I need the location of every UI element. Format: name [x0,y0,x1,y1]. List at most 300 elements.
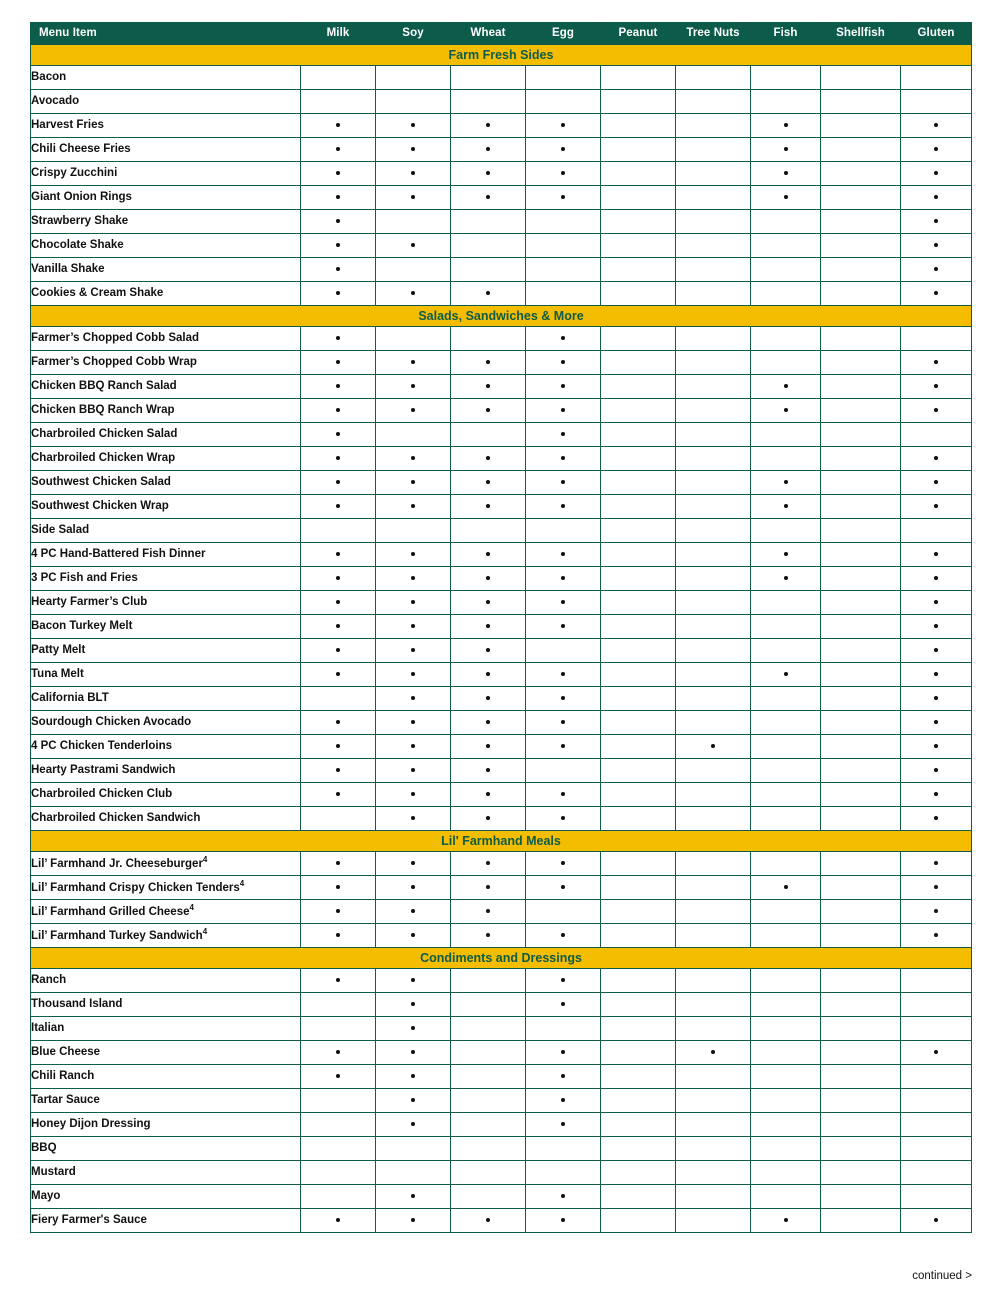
menu-item-name: Chicken BBQ Ranch Salad [31,375,301,399]
allergen-cell-fish [751,639,821,663]
allergen-dot-icon [411,1074,415,1078]
allergen-cell-milk [301,567,376,591]
allergen-cell-tree-nuts [676,924,751,948]
allergen-cell-shellfish [821,783,901,807]
allergen-cell-peanut [601,1161,676,1185]
allergen-dot-icon [561,1122,565,1126]
allergen-cell-milk [301,591,376,615]
table-row [31,900,972,924]
allergen-dot-icon [486,909,490,913]
allergen-cell-tree-nuts [676,783,751,807]
allergen-dot-icon [411,1026,415,1030]
menu-item-name: Blue Cheese [31,1041,301,1065]
table-row [31,282,972,306]
allergen-dot-icon [486,600,490,604]
allergen-dot-icon [411,504,415,508]
allergen-dot-icon [411,720,415,724]
allergen-cell-peanut [601,399,676,423]
footnote-marker: 4 [239,879,245,889]
allergen-table [30,22,972,1233]
allergen-dot-icon [411,291,415,295]
allergen-cell-gluten [901,543,972,567]
allergen-cell-soy [376,447,451,471]
allergen-cell-gluten [901,327,972,351]
allergen-dot-icon [934,291,938,295]
allergen-dot-icon [561,336,565,340]
allergen-cell-fish [751,162,821,186]
allergen-dot-icon [486,885,490,889]
menu-item-name: Chili Cheese Fries [31,138,301,162]
allergen-cell-peanut [601,615,676,639]
allergen-cell-fish [751,66,821,90]
menu-item-name: Chili Ranch [31,1065,301,1089]
allergen-dot-icon [411,885,415,889]
table-row [31,138,972,162]
allergen-cell-shellfish [821,1113,901,1137]
allergen-cell-peanut [601,711,676,735]
allergen-cell-soy [376,114,451,138]
allergen-dot-icon [934,885,938,889]
allergen-cell-wheat [451,567,526,591]
column-header-shellfish: Shellfish [821,23,901,45]
allergen-cell-fish [751,876,821,900]
allergen-cell-fish [751,258,821,282]
allergen-dot-icon [934,1218,938,1222]
menu-item-name: California BLT [31,687,301,711]
allergen-cell-shellfish [821,471,901,495]
allergen-dot-icon [711,1050,715,1054]
allergen-cell-egg [526,1065,601,1089]
table-row [31,351,972,375]
allergen-dot-icon [336,672,340,676]
allergen-cell-peanut [601,1017,676,1041]
allergen-dot-icon [934,195,938,199]
allergen-cell-soy [376,495,451,519]
allergen-cell-milk [301,711,376,735]
allergen-dot-icon [336,648,340,652]
allergen-cell-milk [301,1017,376,1041]
allergen-cell-soy [376,687,451,711]
allergen-cell-milk [301,1113,376,1137]
allergen-cell-tree-nuts [676,186,751,210]
allergen-cell-milk [301,495,376,519]
table-row [31,114,972,138]
allergen-cell-tree-nuts [676,1113,751,1137]
table-row [31,1161,972,1185]
allergen-dot-icon [934,552,938,556]
allergen-dot-icon [336,978,340,982]
table-row [31,327,972,351]
allergen-cell-fish [751,993,821,1017]
allergen-dot-icon [934,576,938,580]
allergen-cell-gluten [901,186,972,210]
allergen-cell-peanut [601,138,676,162]
allergen-cell-fish [751,852,821,876]
footnote-marker: 4 [202,927,208,937]
allergen-cell-tree-nuts [676,162,751,186]
menu-item-name: Charbroiled Chicken Club [31,783,301,807]
allergen-dot-icon [934,909,938,913]
table-row [31,1041,972,1065]
table-row [31,687,972,711]
section-title: Farm Fresh Sides [31,45,972,66]
allergen-dot-icon [561,1218,565,1222]
allergen-cell-gluten [901,447,972,471]
allergen-cell-fish [751,351,821,375]
allergen-cell-wheat [451,807,526,831]
allergen-dot-icon [411,171,415,175]
allergen-dot-icon [336,720,340,724]
allergen-dot-icon [784,672,788,676]
allergen-dot-icon [561,147,565,151]
allergen-cell-peanut [601,759,676,783]
allergen-dot-icon [336,171,340,175]
allergen-cell-gluten [901,258,972,282]
allergen-cell-tree-nuts [676,876,751,900]
allergen-cell-soy [376,1017,451,1041]
table-row [31,969,972,993]
allergen-cell-tree-nuts [676,639,751,663]
allergen-dot-icon [486,768,490,772]
footnote-marker: 4 [202,855,208,865]
table-row [31,210,972,234]
allergen-dot-icon [411,147,415,151]
allergen-cell-tree-nuts [676,1137,751,1161]
allergen-cell-wheat [451,993,526,1017]
allergen-cell-shellfish [821,1089,901,1113]
allergen-cell-gluten [901,615,972,639]
allergen-cell-tree-nuts [676,495,751,519]
allergen-cell-wheat [451,327,526,351]
allergen-cell-shellfish [821,351,901,375]
allergen-cell-tree-nuts [676,1017,751,1041]
allergen-cell-peanut [601,258,676,282]
allergen-cell-wheat [451,1113,526,1137]
menu-item-name: BBQ [31,1137,301,1161]
allergen-cell-soy [376,351,451,375]
allergen-cell-wheat [451,138,526,162]
allergen-cell-egg [526,495,601,519]
allergen-dot-icon [411,600,415,604]
allergen-dot-icon [336,336,340,340]
allergen-cell-egg [526,735,601,759]
allergen-cell-gluten [901,735,972,759]
allergen-cell-egg [526,639,601,663]
allergen-cell-gluten [901,924,972,948]
allergen-dot-icon [486,456,490,460]
allergen-cell-shellfish [821,399,901,423]
allergen-cell-peanut [601,924,676,948]
allergen-cell-fish [751,1017,821,1041]
allergen-cell-gluten [901,423,972,447]
allergen-cell-egg [526,186,601,210]
allergen-cell-shellfish [821,1137,901,1161]
allergen-cell-shellfish [821,90,901,114]
allergen-cell-gluten [901,519,972,543]
allergen-dot-icon [561,123,565,127]
menu-item-name: Charbroiled Chicken Sandwich [31,807,301,831]
allergen-dot-icon [411,768,415,772]
allergen-cell-gluten [901,66,972,90]
allergen-cell-fish [751,711,821,735]
allergen-cell-soy [376,519,451,543]
allergen-cell-shellfish [821,687,901,711]
allergen-dot-icon [411,1218,415,1222]
menu-item-name: Cookies & Cream Shake [31,282,301,306]
allergen-cell-tree-nuts [676,1185,751,1209]
allergen-dot-icon [411,456,415,460]
menu-item-name: Tuna Melt [31,663,301,687]
allergen-dot-icon [336,384,340,388]
allergen-cell-wheat [451,114,526,138]
allergen-dot-icon [336,885,340,889]
allergen-cell-shellfish [821,1017,901,1041]
allergen-cell-peanut [601,282,676,306]
allergen-dot-icon [411,243,415,247]
allergen-cell-milk [301,138,376,162]
menu-item-name: Lil’ Farmhand Crispy Chicken Tenders$^4$ [31,876,301,900]
allergen-dot-icon [934,600,938,604]
allergen-dot-icon [934,861,938,865]
allergen-cell-tree-nuts [676,759,751,783]
allergen-dot-icon [561,672,565,676]
menu-item-name: Mayo [31,1185,301,1209]
allergen-cell-shellfish [821,900,901,924]
allergen-cell-peanut [601,1089,676,1113]
allergen-cell-shellfish [821,519,901,543]
allergen-cell-soy [376,423,451,447]
allergen-dot-icon [934,147,938,151]
allergen-cell-soy [376,66,451,90]
allergen-dot-icon [486,360,490,364]
allergen-cell-fish [751,900,821,924]
allergen-cell-soy [376,1185,451,1209]
menu-item-name: 4 PC Hand-Battered Fish Dinner [31,543,301,567]
allergen-cell-fish [751,1113,821,1137]
menu-item-name: Fiery Farmer's Sauce [31,1209,301,1233]
allergen-cell-shellfish [821,66,901,90]
table-row [31,1209,972,1233]
allergen-dot-icon [486,576,490,580]
table-row [31,1089,972,1113]
allergen-cell-peanut [601,1137,676,1161]
allergen-cell-tree-nuts [676,1209,751,1233]
allergen-cell-peanut [601,234,676,258]
allergen-cell-soy [376,924,451,948]
allergen-cell-soy [376,1137,451,1161]
allergen-dot-icon [336,1050,340,1054]
allergen-dot-icon [934,219,938,223]
allergen-cell-egg [526,969,601,993]
allergen-dot-icon [411,624,415,628]
allergen-cell-shellfish [821,807,901,831]
allergen-dot-icon [561,480,565,484]
allergen-cell-milk [301,807,376,831]
allergen-cell-tree-nuts [676,66,751,90]
allergen-cell-wheat [451,1065,526,1089]
allergen-dot-icon [336,123,340,127]
column-header-fish: Fish [751,23,821,45]
section-banner [31,45,972,66]
allergen-dot-icon [486,480,490,484]
allergen-cell-tree-nuts [676,282,751,306]
allergen-cell-soy [376,759,451,783]
table-row [31,66,972,90]
allergen-cell-egg [526,711,601,735]
table-row [31,663,972,687]
allergen-dot-icon [561,978,565,982]
allergen-cell-wheat [451,711,526,735]
allergen-cell-tree-nuts [676,615,751,639]
allergen-cell-shellfish [821,1041,901,1065]
column-header-soy: Soy [376,23,451,45]
allergen-cell-peanut [601,735,676,759]
allergen-dot-icon [784,504,788,508]
allergen-cell-peanut [601,993,676,1017]
allergen-cell-wheat [451,282,526,306]
allergen-cell-soy [376,399,451,423]
allergen-cell-wheat [451,1209,526,1233]
allergen-dot-icon [934,816,938,820]
allergen-dot-icon [336,909,340,913]
allergen-cell-gluten [901,1041,972,1065]
menu-item-name: Honey Dijon Dressing [31,1113,301,1137]
allergen-cell-milk [301,447,376,471]
allergen-dot-icon [411,1194,415,1198]
allergen-cell-shellfish [821,447,901,471]
allergen-dot-icon [336,291,340,295]
allergen-cell-fish [751,90,821,114]
menu-item-name: Lil’ Farmhand Turkey Sandwich$^4$ [31,924,301,948]
allergen-cell-tree-nuts [676,327,751,351]
allergen-cell-egg [526,615,601,639]
allergen-cell-peanut [601,876,676,900]
section-title: Salads, Sandwiches & More [31,306,972,327]
allergen-cell-peanut [601,852,676,876]
allergen-cell-milk [301,423,376,447]
allergen-cell-gluten [901,687,972,711]
allergen-dot-icon [784,147,788,151]
allergen-dot-icon [411,480,415,484]
allergen-cell-tree-nuts [676,351,751,375]
allergen-dot-icon [934,480,938,484]
allergen-dot-icon [486,861,490,865]
allergen-dot-icon [561,696,565,700]
allergen-cell-fish [751,924,821,948]
table-header [31,23,972,45]
allergen-cell-soy [376,471,451,495]
menu-item-name: Patty Melt [31,639,301,663]
allergen-dot-icon [411,744,415,748]
allergen-cell-wheat [451,1017,526,1041]
allergen-cell-tree-nuts [676,711,751,735]
allergen-cell-gluten [901,1137,972,1161]
allergen-cell-milk [301,615,376,639]
allergen-cell-gluten [901,759,972,783]
allergen-cell-shellfish [821,1065,901,1089]
allergen-cell-egg [526,258,601,282]
allergen-cell-shellfish [821,282,901,306]
allergen-dot-icon [561,933,565,937]
allergen-cell-egg [526,543,601,567]
allergen-cell-tree-nuts [676,900,751,924]
allergen-dot-icon [486,933,490,937]
table-row [31,924,972,948]
allergen-cell-fish [751,1065,821,1089]
allergen-cell-shellfish [821,234,901,258]
allergen-cell-wheat [451,90,526,114]
menu-item-name: Thousand Island [31,993,301,1017]
continued-label: continued > [912,1270,972,1282]
allergen-cell-gluten [901,210,972,234]
allergen-cell-peanut [601,1041,676,1065]
allergen-dot-icon [561,1098,565,1102]
footnote-marker: 4 [189,903,194,913]
allergen-cell-gluten [901,1161,972,1185]
allergen-dot-icon [336,480,340,484]
allergen-cell-egg [526,234,601,258]
allergen-cell-wheat [451,210,526,234]
allergen-cell-wheat [451,852,526,876]
allergen-cell-shellfish [821,375,901,399]
allergen-cell-shellfish [821,1161,901,1185]
allergen-cell-milk [301,90,376,114]
table-row [31,639,972,663]
allergen-cell-peanut [601,900,676,924]
allergen-cell-tree-nuts [676,1041,751,1065]
allergen-cell-egg [526,1017,601,1041]
allergen-cell-wheat [451,687,526,711]
header-row [31,23,972,45]
allergen-cell-egg [526,519,601,543]
section-banner [31,306,972,327]
allergen-cell-fish [751,138,821,162]
allergen-dot-icon [934,1050,938,1054]
table-row [31,567,972,591]
allergen-dot-icon [561,171,565,175]
allergen-cell-wheat [451,591,526,615]
allergen-cell-gluten [901,567,972,591]
allergen-cell-soy [376,615,451,639]
allergen-cell-soy [376,258,451,282]
allergen-cell-egg [526,1185,601,1209]
allergen-cell-gluten [901,114,972,138]
allergen-cell-milk [301,186,376,210]
allergen-cell-milk [301,876,376,900]
table-row [31,399,972,423]
allergen-cell-fish [751,591,821,615]
allergen-cell-shellfish [821,327,901,351]
allergen-dot-icon [934,384,938,388]
allergen-cell-wheat [451,399,526,423]
allergen-dot-icon [784,480,788,484]
menu-item-name: Harvest Fries [31,114,301,138]
allergen-cell-shellfish [821,162,901,186]
allergen-cell-fish [751,1185,821,1209]
allergen-dot-icon [411,792,415,796]
allergen-cell-shellfish [821,993,901,1017]
allergen-cell-egg [526,924,601,948]
allergen-dot-icon [934,768,938,772]
allergen-cell-tree-nuts [676,399,751,423]
allergen-cell-fish [751,1161,821,1185]
allergen-cell-egg [526,1113,601,1137]
allergen-cell-tree-nuts [676,1065,751,1089]
allergen-dot-icon [784,552,788,556]
allergen-dot-icon [784,195,788,199]
allergen-dot-icon [561,1050,565,1054]
allergen-cell-shellfish [821,495,901,519]
